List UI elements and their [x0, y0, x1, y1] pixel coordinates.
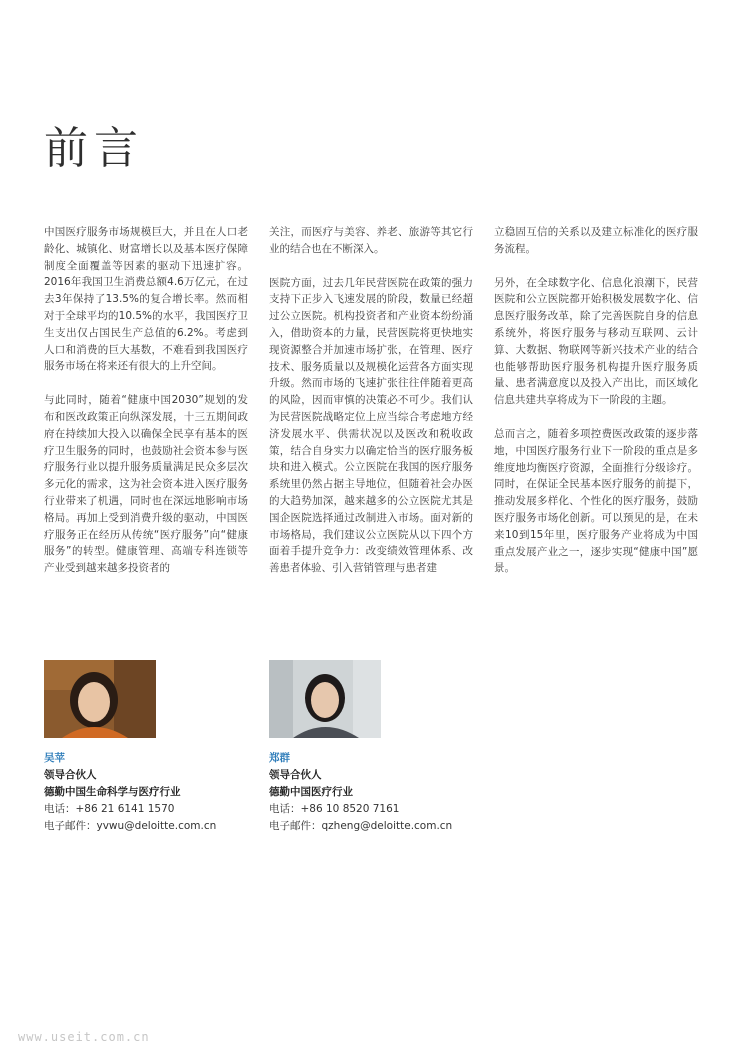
person-name: 郑群 — [269, 752, 290, 764]
person-phone: 电话：+86 10 8520 7161 — [269, 803, 400, 815]
text-column-2 — [269, 224, 473, 594]
contact-card — [44, 660, 254, 835]
paragraph: 中国医疗服务市场规模巨大，并且在人口老龄化、城镇化、财富增长以及基本医疗保障制度全面覆盖等因素的驱动下迅速扩容。2016年我国卫生消费总额4.6万亿元，在过去3年保持了13.5%的复合增长率。然而相对于全球平均的10.5%的水平，我国医疗卫生支出仅占国民生产总值的6.2%。考虑到人口和消费的巨大基数，不难看到我国医疗服务市场在将来还有很大的上升空间。 — [44, 226, 248, 373]
person-org: 德勤中国医疗行业 — [269, 786, 353, 798]
person-name: 吴苹 — [44, 752, 65, 764]
person-email[interactable]: 电子邮件：qzheng@deloitte.com.cn — [269, 820, 453, 832]
paragraph: 另外，在全球数字化、信息化浪潮下，民营医院和公立医院都开始积极发展数字化、信息医疗服务改革，除了完善医院自身的信息系统外，将医疗服务与移动互联网、云计算、大数据、物联网等新兴技术产业的结合也能够帮助医疗服务机构提升医疗服务质量、患者满意度以及投入产出比，而区域化信息共建共享将成为下一阶段的主题。 — [494, 276, 698, 407]
watermark: www.useit.com.cn — [18, 1030, 150, 1044]
paragraph: 立稳固互信的关系以及建立标准化的医疗服务流程。 — [494, 226, 698, 255]
paragraph: 关注，而医疗与美容、养老、旅游等其它行业的结合也在不断深入。 — [269, 226, 473, 255]
person-role: 领导合伙人 — [269, 769, 322, 781]
contact-card — [269, 660, 479, 835]
person-email[interactable]: 电子邮件：yvwu@deloitte.com.cn — [44, 820, 217, 832]
person-org: 德勤中国生命科学与医疗行业 — [44, 786, 181, 798]
portrait-photo — [44, 660, 156, 738]
paragraph: 与此同时，随着“健康中国2030”规划的发布和医改政策正向纵深发展，十三五期间政府在持续加大投入以确保全民享有基本的医疗卫生服务的同时，也鼓励社会资本参与医疗服务行业以提升服务质量满足民众多层次多元化的需求，这为社会资本进入医疗服务行业带来了机遇，同时也在深远地影响市场格局。再加上受到消费升级的驱动，中国医疗服务正在经历从传统“医疗服务”向“健康服务”的转型。健康管理、高端专科连锁等产业受到越来越多投资者的 — [44, 394, 248, 575]
person-role: 领导合伙人 — [44, 769, 97, 781]
page-title: 前言 — [44, 123, 144, 174]
paragraph: 医院方面，过去几年民营医院在政策的强力支持下正步入飞速发展的阶段，数量已经超过公立医院。机构投资者和产业资本纷纷涌入，借助资本的力量，民营医院将更快地实现资源整合并加速市场扩张，在管理、医疗技术、服务质量以及规模化运营各方面实现升级。然而市场的飞速扩张往往伴随着更高的风险，因而审慎的决策必不可少。我们认为民营医院战略定位上应当综合考虑地方经济发展水平、供需状况以及医改和税收政策，结合自身实力以确定恰当的医疗服务板块和进入模式。公立医院在我国的医疗服务系统里仍然占据主导地位，但随着社会办医的大趋势加深，越来越多的公立医院尤其是国企医院选择通过改制进入市场。面对新的市场格局，我们建议公立医院从以下四个方面着手提升竞争力：改变绩效管理体系、改善患者体验、引入营销管理与患者建 — [269, 276, 473, 575]
text-column-1 — [44, 224, 248, 594]
paragraph: 总而言之，随着多项控费医改政策的逐步落地，中国医疗服务行业下一阶段的重点是多维度地均衡医疗资源，全面推行分级诊疗。同时，在保证全民基本医疗服务的前提下，推动发展多样化、个性化的医疗服务，鼓励医疗服务市场化创新。可以预见的是，在未来10到15年里，医疗服务产业将成为中国重点发展产业之一，逐步实现“健康中国”愿景。 — [494, 427, 698, 575]
text-column-3 — [494, 224, 698, 594]
portrait-photo — [269, 660, 381, 738]
person-phone: 电话：+86 21 6141 1570 — [44, 803, 175, 815]
